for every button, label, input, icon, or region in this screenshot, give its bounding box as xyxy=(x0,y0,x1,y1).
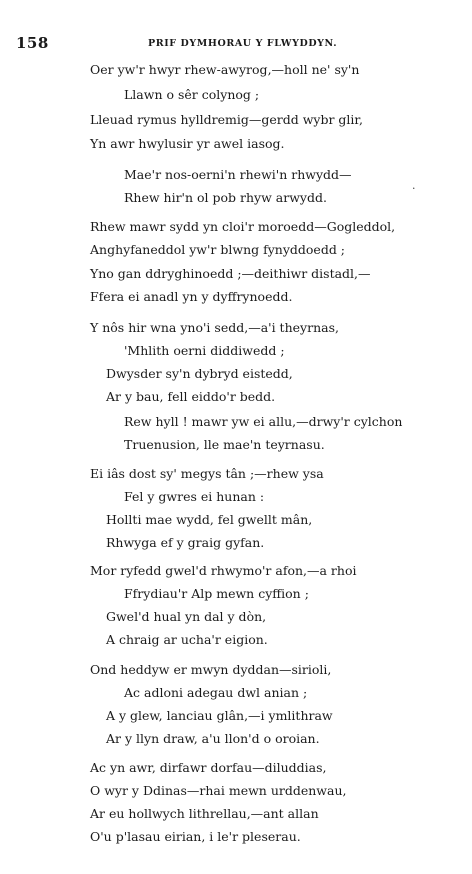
poem-line: O'u p'lasau eirian, i le'r pleserau. xyxy=(90,829,301,844)
poem-line: Rew hyll ! mawr yw ei allu,—drwy'r cylchon xyxy=(124,414,403,429)
poem-line: Fel y gwres ei hunan : xyxy=(124,489,265,504)
stray-mark: · xyxy=(412,182,416,195)
poem-line: Yno gan ddryghinoedd ;—deithiwr distadl,— xyxy=(90,266,371,281)
poem-line: Anghyfaneddol yw'r blwng fynyddoedd ; xyxy=(90,242,346,257)
poem-line: Rhwyga ef y graig gyfan. xyxy=(106,535,265,550)
poem-line: Lleuad rymus hylldremig—gerdd wybr glir, xyxy=(90,112,363,127)
poem-line: Rhew mawr sydd yn cloi'r moroedd—Gogleddol, xyxy=(90,219,396,234)
poem-line: Gwel'd hual yn dal y dòn, xyxy=(106,609,267,624)
poem-line: Dwysder sy'n dybryd eistedd, xyxy=(106,366,293,381)
poem-line: Mae'r nos-oerni'n rhewi'n rhwydd— xyxy=(124,167,352,182)
poem-line: Mor ryfedd gwel'd rhwymo'r afon,—a rhoi xyxy=(90,563,357,578)
poem-line: Rhew hir'n ol pob rhyw arwydd. xyxy=(124,190,327,205)
poem-line: Ar y llyn draw, a'u llon'd o oroian. xyxy=(106,731,320,746)
poem-line: Ac adloni adegau dwl anian ; xyxy=(124,685,308,700)
poem-line: Yn awr hwylusir yr awel iasog. xyxy=(90,136,285,151)
page-number: 158 xyxy=(16,34,49,52)
poem-line: Ei iâs dost sy' megys tân ;—rhew ysa xyxy=(90,466,324,481)
poem-line: A chraig ar ucha'r eigion. xyxy=(106,632,268,647)
poem-line: Ac yn awr, dirfawr dorfau—diluddias, xyxy=(90,760,327,775)
running-title: PRIF DYMHORAU Y FLWYDDYN. xyxy=(148,38,338,49)
poem-line: Llawn o sêr colynog ; xyxy=(124,87,260,102)
poem-line: Ar eu hollwych lithrellau,—ant allan xyxy=(90,806,319,821)
poem-line: Y nôs hir wna yno'i sedd,—a'i theyrnas, xyxy=(90,320,339,335)
poem-line: O wyr y Ddinas—rhai mewn urddenwau, xyxy=(90,783,347,798)
poem-line: Ar y bau, fell eiddo'r bedd. xyxy=(106,389,276,404)
poem-line: Truenusion, lle mae'n teyrnasu. xyxy=(124,437,325,452)
poem-line: Ffrydiau'r Alp mewn cyffion ; xyxy=(124,586,309,601)
poem-line: Hollti mae wydd, fel gwellt mân, xyxy=(106,512,313,527)
poem-line: A y glew, lanciau glân,—i ymlithraw xyxy=(106,708,333,723)
poem-line: Ond heddyw er mwyn dyddan—sirioli, xyxy=(90,662,332,677)
poem-line: Ffera ei anadl yn y dyffrynoedd. xyxy=(90,289,293,304)
poem-line: 'Mhlith oerni diddiwedd ; xyxy=(124,343,285,358)
poem-line: Oer yw'r hwyr rhew-awyrog,—holl ne' sy'n xyxy=(90,62,360,77)
